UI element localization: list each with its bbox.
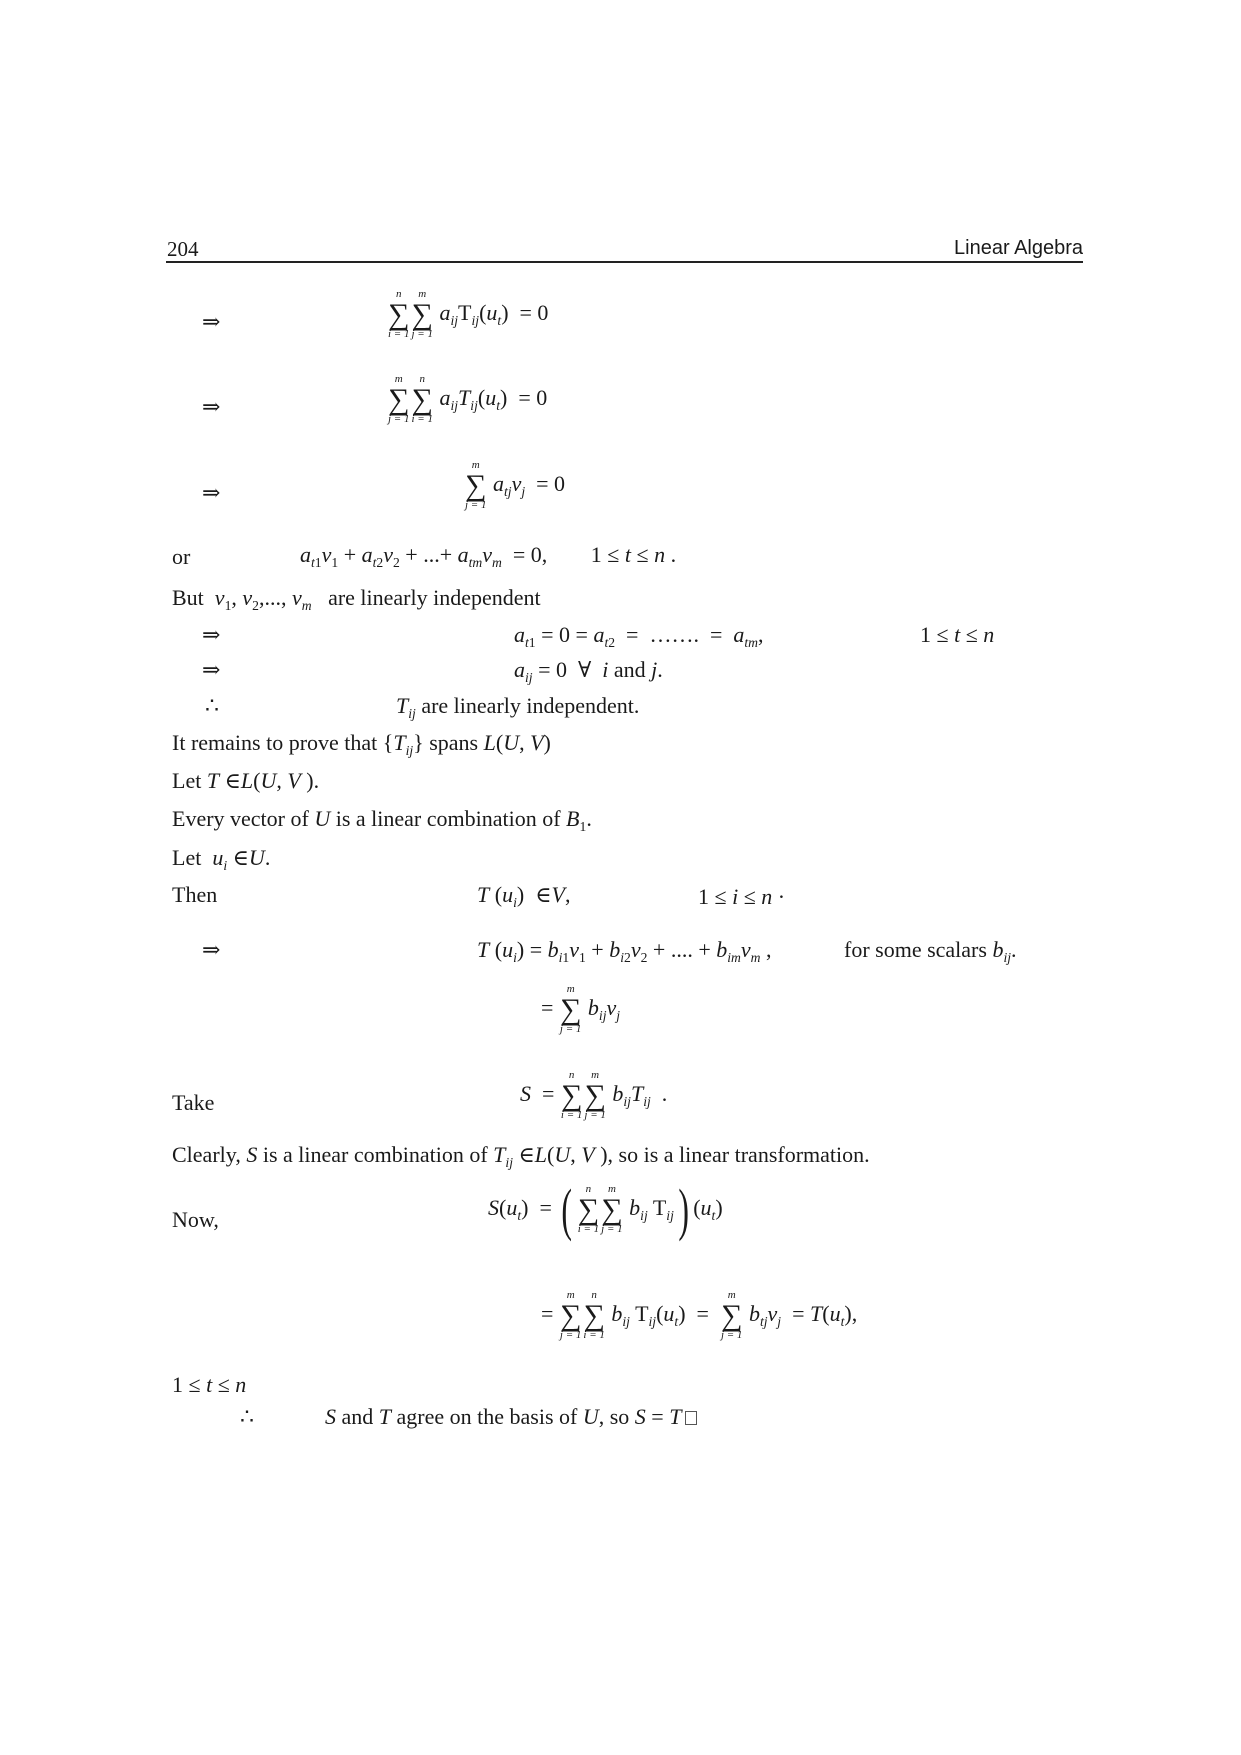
text-so: , so xyxy=(598,1404,630,1429)
equation-14: T $(u_i) = b_{i1}v_1 + b_{i2}v_2$ + .... + $b_{im}v_m$ , xyxy=(477,937,772,965)
equation-6: $a_{t1} = 0 = a_{t2}$ = ……. = $a_{tm}$, xyxy=(514,622,764,650)
text-clearly: Clearly, xyxy=(172,1142,241,1167)
equation-4: $a_{t1}v_1 + a_{t2}v_2$ + ...+ $a_{tm}v_m = 0$, 1 ≤ t ≤ n . xyxy=(300,542,677,570)
text-but: But xyxy=(172,585,204,610)
page-number: 204 xyxy=(167,237,199,261)
text-for-some-scalars: for some scalars xyxy=(844,937,987,962)
text-let: Let xyxy=(172,768,202,793)
equation-13: T $(u_i)$ ∈V, xyxy=(477,882,571,910)
equation-15: = m ∑ j = 1 $b_{ij}v_j$ xyxy=(541,983,621,1035)
text-so-is-lt: , so is a linear transformation. xyxy=(607,1142,870,1167)
text-conclusion-line: S and T agree on the basis of U, so S = T xyxy=(325,1404,697,1430)
equation-19: = m ∑ j = 1 n ∑ i = 1 $b_{ij}$ $T_{ij}(u_t)$ = m ∑ j = 1 $b_{tj}v_j = T(u_t)$, xyxy=(541,1289,858,1341)
implies-symbol: ⇒ xyxy=(202,394,221,419)
text-take: Take xyxy=(172,1090,215,1115)
qed-box xyxy=(685,1411,697,1425)
implies-symbol: ⇒ xyxy=(202,622,221,647)
text-remains: It remains to prove that xyxy=(172,730,378,755)
implies-symbol: ⇒ xyxy=(202,657,221,682)
implies-symbol: ⇒ xyxy=(202,309,221,334)
text-clearly-line: Clearly, S is a linear combination of $T_{ij}$ ∈L(U, V ), so is a linear transformation. xyxy=(172,1142,870,1170)
equation-7: $a_{ij} = 0$ ∀ i and j. xyxy=(514,657,663,685)
text-is-lin-comb: is a linear combination of xyxy=(335,806,561,831)
text-or: or xyxy=(172,544,191,569)
text-let: Let xyxy=(172,845,202,870)
equation-3: m ∑ j = 1 $a_{tj}v_j = 0$ xyxy=(465,459,566,511)
equation-2: m ∑ j = 1 n ∑ i = 1 $a_{ij}T_{ij}(u_t) = 0$ xyxy=(388,373,548,425)
text-tij-independent-line: $T_{ij}$ are linearly independent. xyxy=(396,693,640,721)
therefore-symbol: ∴ xyxy=(240,1404,254,1429)
text-and: and xyxy=(341,1404,374,1429)
text-agree-basis: agree on the basis of xyxy=(396,1404,578,1429)
range-t-2: 1 ≤ t ≤ n xyxy=(172,1372,247,1397)
equation-1: n ∑ i = 1 m ∑ j = 1 $a_{ij}T_{ij}(u_t) = 0$ xyxy=(388,288,549,340)
text-and: and xyxy=(613,657,646,682)
text-is-lin-comb-of: is a linear combination of xyxy=(262,1142,488,1167)
text-for-some-scalars-line: for some scalars $b_{ij}$. xyxy=(844,937,1017,965)
header-rule xyxy=(166,261,1083,263)
range-t: 1 ≤ t ≤ n xyxy=(920,622,995,647)
therefore-symbol: ∴ xyxy=(205,693,219,718)
forall-symbol: ∀ xyxy=(578,657,592,682)
text-tij-independent: are linearly independent. xyxy=(421,693,640,718)
text-remains-line: It remains to prove that $\{T_{ij}\}$ spans L(U, V) xyxy=(172,730,551,758)
implies-symbol: ⇒ xyxy=(202,480,221,505)
text-then: Then xyxy=(172,882,218,907)
equation-18: $S(u_t)$ = ( n ∑ i = 1 m ∑ j = 1 $b_{ij}$ $T_{ij}$) $(u_t)$ xyxy=(488,1177,723,1242)
text-but-line: But $v_1$, $v_2$,..., $v_m$ are linearly independent xyxy=(172,585,541,613)
text-now: Now, xyxy=(172,1207,219,1232)
text-lin-indep: are linearly independent xyxy=(328,585,541,610)
implies-symbol: ⇒ xyxy=(202,937,221,962)
text-every-vector-line: Every vector of U is a linear combination of $B_1$. xyxy=(172,806,592,834)
text-let-T-line: Let T ∈L(U, V ). xyxy=(172,768,320,793)
running-title: Linear Algebra xyxy=(954,237,1083,259)
text-let-u-line: Let $u_i$ ∈U. xyxy=(172,845,271,873)
range-i: 1 ≤ i ≤ n · xyxy=(698,884,786,909)
text-spans: spans xyxy=(429,730,479,755)
text-every-vector: Every vector of xyxy=(172,806,309,831)
equation-16: S = n ∑ i = 1 m ∑ j = 1 $b_{ij}T_{ij}$ . xyxy=(520,1069,668,1121)
